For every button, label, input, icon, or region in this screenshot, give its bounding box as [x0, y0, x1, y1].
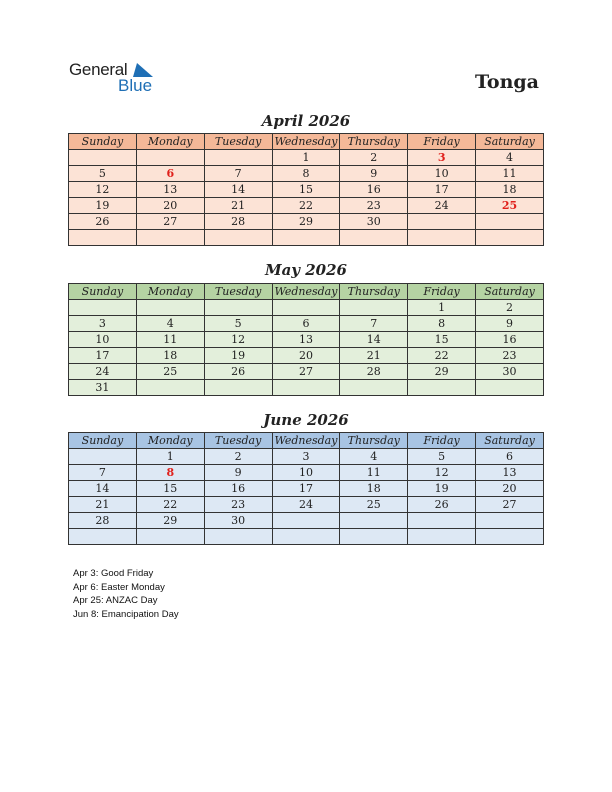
- empty-day-cell: [340, 230, 408, 246]
- day-cell: 2: [340, 150, 408, 166]
- weekday-header: Wednesday: [272, 284, 340, 300]
- day-cell: 13: [272, 332, 340, 348]
- empty-day-cell: [204, 230, 272, 246]
- day-cell: 2: [204, 449, 272, 465]
- day-cell: 30: [204, 513, 272, 529]
- day-cell: 8: [272, 166, 340, 182]
- day-cell: 29: [136, 513, 204, 529]
- calendar-may: [68, 283, 544, 396]
- day-cell: 3: [272, 449, 340, 465]
- day-cell: 26: [204, 364, 272, 380]
- empty-day-cell: [340, 513, 408, 529]
- empty-day-cell: [408, 214, 476, 230]
- week-row: [69, 166, 544, 182]
- weekday-header: Friday: [408, 433, 476, 449]
- holiday-day-cell: 25: [476, 198, 544, 214]
- country-title: Tonga: [474, 71, 539, 93]
- weekday-header: Thursday: [340, 433, 408, 449]
- day-cell: 1: [272, 150, 340, 166]
- day-cell: 18: [476, 182, 544, 198]
- weekday-header: Sunday: [69, 433, 137, 449]
- day-cell: 2: [476, 300, 544, 316]
- day-cell: 17: [408, 182, 476, 198]
- week-row: [69, 214, 544, 230]
- empty-day-cell: [476, 380, 544, 396]
- day-cell: 15: [272, 182, 340, 198]
- weekday-header: Monday: [136, 284, 204, 300]
- day-cell: 27: [272, 364, 340, 380]
- holiday-day-cell: 3: [408, 150, 476, 166]
- day-cell: 21: [340, 348, 408, 364]
- empty-day-cell: [204, 380, 272, 396]
- week-row: [69, 513, 544, 529]
- empty-day-cell: [272, 300, 340, 316]
- empty-day-cell: [136, 230, 204, 246]
- day-cell: 24: [69, 364, 137, 380]
- day-cell: 10: [69, 332, 137, 348]
- week-row: [69, 348, 544, 364]
- logo-text-blue: Blue: [118, 76, 153, 95]
- week-row: [69, 198, 544, 214]
- week-row: [69, 380, 544, 396]
- day-cell: 9: [476, 316, 544, 332]
- day-cell: 7: [204, 166, 272, 182]
- day-cell: 15: [408, 332, 476, 348]
- holiday-day-cell: 6: [136, 166, 204, 182]
- day-cell: 30: [476, 364, 544, 380]
- day-cell: 24: [408, 198, 476, 214]
- day-cell: 27: [136, 214, 204, 230]
- week-row: [69, 300, 544, 316]
- empty-day-cell: [204, 150, 272, 166]
- day-cell: 12: [69, 182, 137, 198]
- day-cell: 31: [69, 380, 137, 396]
- empty-day-cell: [476, 513, 544, 529]
- day-cell: 1: [136, 449, 204, 465]
- day-cell: 30: [340, 214, 408, 230]
- day-cell: 29: [408, 364, 476, 380]
- day-cell: 8: [408, 316, 476, 332]
- calendar-june: [68, 432, 544, 545]
- day-cell: 6: [476, 449, 544, 465]
- weekday-header: Saturday: [476, 134, 544, 150]
- day-cell: 26: [408, 497, 476, 513]
- day-cell: 16: [476, 332, 544, 348]
- day-cell: 5: [408, 449, 476, 465]
- day-cell: 10: [408, 166, 476, 182]
- empty-day-cell: [340, 300, 408, 316]
- day-cell: 18: [136, 348, 204, 364]
- empty-day-cell: [136, 529, 204, 545]
- weekday-header: Wednesday: [272, 433, 340, 449]
- day-cell: 29: [272, 214, 340, 230]
- day-cell: 19: [408, 481, 476, 497]
- day-cell: 9: [340, 166, 408, 182]
- week-row: [69, 316, 544, 332]
- day-cell: 13: [476, 465, 544, 481]
- weekday-header: Sunday: [69, 134, 137, 150]
- weekday-header: Tuesday: [204, 433, 272, 449]
- day-cell: 22: [272, 198, 340, 214]
- empty-day-cell: [272, 380, 340, 396]
- day-cell: 7: [69, 465, 137, 481]
- day-cell: 15: [136, 481, 204, 497]
- empty-day-cell: [69, 230, 137, 246]
- day-cell: 14: [69, 481, 137, 497]
- day-cell: 17: [69, 348, 137, 364]
- day-cell: 28: [69, 513, 137, 529]
- empty-day-cell: [476, 529, 544, 545]
- empty-day-cell: [408, 230, 476, 246]
- day-cell: 4: [340, 449, 408, 465]
- day-cell: 28: [340, 364, 408, 380]
- day-cell: 6: [272, 316, 340, 332]
- day-cell: 12: [408, 465, 476, 481]
- week-row: [69, 364, 544, 380]
- weekday-header: Friday: [408, 284, 476, 300]
- empty-day-cell: [136, 150, 204, 166]
- day-cell: 21: [69, 497, 137, 513]
- day-cell: 18: [340, 481, 408, 497]
- holiday-item: Apr 3: Good Friday: [73, 568, 154, 579]
- calendar-april: [68, 133, 544, 246]
- empty-day-cell: [476, 214, 544, 230]
- day-cell: 7: [340, 316, 408, 332]
- day-cell: 11: [476, 166, 544, 182]
- weekday-header-row: [69, 433, 544, 449]
- week-row: [69, 150, 544, 166]
- empty-day-cell: [204, 529, 272, 545]
- day-cell: 9: [204, 465, 272, 481]
- empty-day-cell: [136, 300, 204, 316]
- empty-day-cell: [272, 529, 340, 545]
- empty-day-cell: [408, 380, 476, 396]
- day-cell: 1: [408, 300, 476, 316]
- weekday-header: Saturday: [476, 433, 544, 449]
- day-cell: 23: [476, 348, 544, 364]
- day-cell: 25: [340, 497, 408, 513]
- weekday-header: Monday: [136, 433, 204, 449]
- day-cell: 20: [272, 348, 340, 364]
- weekday-header: Saturday: [476, 284, 544, 300]
- empty-day-cell: [69, 529, 137, 545]
- empty-day-cell: [204, 300, 272, 316]
- day-cell: 13: [136, 182, 204, 198]
- day-cell: 17: [272, 481, 340, 497]
- logo-triangle-icon: [133, 63, 153, 77]
- day-cell: 11: [136, 332, 204, 348]
- empty-day-cell: [272, 513, 340, 529]
- day-cell: 4: [476, 150, 544, 166]
- holiday-item: Apr 25: ANZAC Day: [73, 595, 158, 606]
- day-cell: 5: [69, 166, 137, 182]
- holiday-day-cell: 8: [136, 465, 204, 481]
- weekday-header: Sunday: [69, 284, 137, 300]
- empty-day-cell: [136, 380, 204, 396]
- month-title-may: May 2026: [264, 261, 347, 279]
- day-cell: 22: [136, 497, 204, 513]
- day-cell: 14: [340, 332, 408, 348]
- week-row: [69, 449, 544, 465]
- empty-day-cell: [408, 513, 476, 529]
- month-title-june: June 2026: [263, 411, 349, 429]
- empty-day-cell: [69, 150, 137, 166]
- day-cell: 14: [204, 182, 272, 198]
- day-cell: 19: [69, 198, 137, 214]
- weekday-header-row: [69, 284, 544, 300]
- week-row: [69, 332, 544, 348]
- week-row: [69, 230, 544, 246]
- weekday-header: Thursday: [340, 284, 408, 300]
- day-cell: 11: [340, 465, 408, 481]
- day-cell: 10: [272, 465, 340, 481]
- day-cell: 22: [408, 348, 476, 364]
- week-row: [69, 182, 544, 198]
- logo-text-general: General: [69, 60, 128, 79]
- day-cell: 21: [204, 198, 272, 214]
- day-cell: 23: [204, 497, 272, 513]
- holiday-item: Jun 8: Emancipation Day: [73, 608, 179, 620]
- holiday-list: [73, 567, 179, 621]
- weekday-header-row: [69, 134, 544, 150]
- day-cell: 19: [204, 348, 272, 364]
- day-cell: 27: [476, 497, 544, 513]
- empty-day-cell: [69, 300, 137, 316]
- holiday-item: Apr 6: Easter Monday: [73, 581, 165, 593]
- empty-day-cell: [340, 529, 408, 545]
- day-cell: 20: [136, 198, 204, 214]
- day-cell: 25: [136, 364, 204, 380]
- week-row: [69, 465, 544, 481]
- empty-day-cell: [340, 380, 408, 396]
- empty-day-cell: [272, 230, 340, 246]
- empty-day-cell: [408, 529, 476, 545]
- weekday-header: Friday: [408, 134, 476, 150]
- day-cell: 3: [69, 316, 137, 332]
- month-title-april: April 2026: [261, 112, 351, 130]
- week-row: [69, 529, 544, 545]
- day-cell: 20: [476, 481, 544, 497]
- day-cell: 4: [136, 316, 204, 332]
- empty-day-cell: [476, 230, 544, 246]
- week-row: [69, 497, 544, 513]
- day-cell: 28: [204, 214, 272, 230]
- week-row: [69, 481, 544, 497]
- weekday-header: Wednesday: [272, 134, 340, 150]
- day-cell: 16: [340, 182, 408, 198]
- weekday-header: Tuesday: [204, 284, 272, 300]
- generalblue-logo: [69, 60, 159, 96]
- day-cell: 23: [340, 198, 408, 214]
- weekday-header: Monday: [136, 134, 204, 150]
- day-cell: 26: [69, 214, 137, 230]
- day-cell: 5: [204, 316, 272, 332]
- empty-day-cell: [69, 449, 137, 465]
- day-cell: 24: [272, 497, 340, 513]
- weekday-header: Thursday: [340, 134, 408, 150]
- day-cell: 12: [204, 332, 272, 348]
- day-cell: 16: [204, 481, 272, 497]
- weekday-header: Tuesday: [204, 134, 272, 150]
